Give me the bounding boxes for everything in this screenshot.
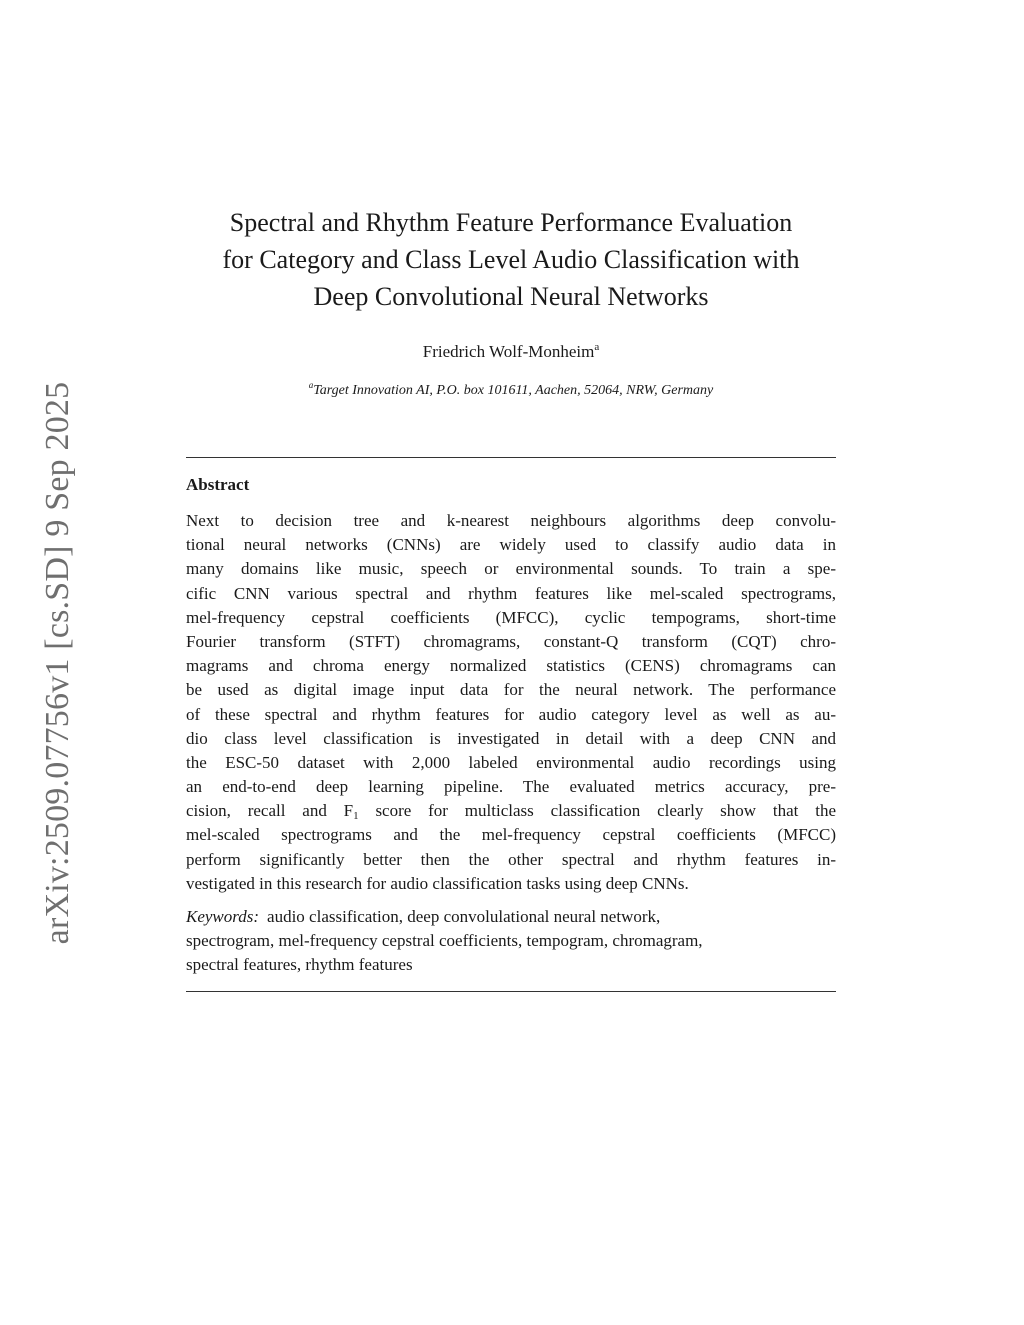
abstract-line: be used as digital image input data for the neural network. The performance	[186, 680, 836, 700]
title-line: Spectral and Rhythm Feature Performance Evaluation	[229, 208, 793, 237]
abstract-top-rule	[186, 457, 836, 458]
abstract-line: vestigated in this research for audio classification tasks using deep CNNs.	[186, 873, 689, 893]
keywords-line	[186, 905, 836, 929]
keywords-line: spectrogram, mel-frequency cepstral coefficients, tempogram, chromagram,	[186, 931, 703, 951]
title-line: Deep Convolutional Neural Networks	[313, 282, 709, 311]
abstract-line: the ESC-50 dataset with 2,000 labeled environmental audio recordings using	[186, 752, 836, 772]
abstract-line: of these spectral and rhythm features for audio category level as well as au-	[186, 704, 836, 724]
paper-title	[156, 204, 866, 315]
keywords-text: audio classification, deep convolulational neural network,	[267, 907, 661, 926]
abstract-line: dio class level classification is investigated in detail with a deep CNN and	[186, 728, 836, 748]
author	[186, 341, 836, 362]
abstract-line: mel-scaled spectrograms and the mel-frequency cepstral coefficients (MFCC)	[186, 825, 836, 845]
f1-subscript: 1	[353, 810, 359, 823]
keywords-label: Keywords:	[186, 907, 260, 926]
title-line: for Category and Class Level Audio Classification with	[222, 245, 800, 274]
keywords-line: spectral features, rhythm features	[186, 955, 413, 975]
abstract-line-part: score for multiclass classification clearly show that the	[358, 801, 836, 821]
abstract-line-f1	[186, 799, 836, 823]
abstract-line: mel-frequency cepstral coefficients (MFCC), cyclic tempograms, short-time	[186, 607, 836, 627]
abstract-line: magrams and chroma energy normalized statistics (CENS) chromagrams can	[186, 656, 836, 676]
affiliation-mark: a	[308, 380, 314, 390]
abstract-bottom-rule	[186, 991, 836, 992]
abstract-heading: Abstract	[186, 475, 250, 494]
abstract-line: Next to decision tree and k-nearest neighbours algorithms deep convolu-	[186, 511, 836, 530]
abstract-body	[186, 509, 836, 896]
abstract-line: Fourier transform (STFT) chromagrams, constant-Q transform (CQT) chro-	[186, 631, 836, 651]
abstract-line: perform significantly better then the other spectral and rhythm features in-	[186, 849, 836, 869]
abstract-line-part: cision, recall and F	[186, 801, 354, 821]
affiliation	[186, 380, 836, 399]
affiliation-text: Target Innovation AI, P.O. box 101611, Aachen, 52064, NRW, Germany	[313, 383, 714, 398]
keywords	[186, 905, 836, 978]
abstract-line: many domains like music, speech or environmental sounds. To train a spe-	[186, 559, 836, 579]
arxiv-side-stamp: arXiv:2509.07756v1 [cs.SD] 9 Sep 2025	[39, 381, 76, 945]
abstract-line: tional neural networks (CNNs) are widely used to classify audio data in	[186, 535, 836, 555]
abstract-line: an end-to-end deep learning pipeline. The evaluated metrics accuracy, pre-	[186, 777, 836, 797]
author-affil-mark: a	[594, 341, 600, 353]
abstract-line: cific CNN various spectral and rhythm features like mel-scaled spectrograms,	[186, 583, 836, 603]
author-name: Friedrich Wolf-Monheim	[422, 342, 595, 361]
